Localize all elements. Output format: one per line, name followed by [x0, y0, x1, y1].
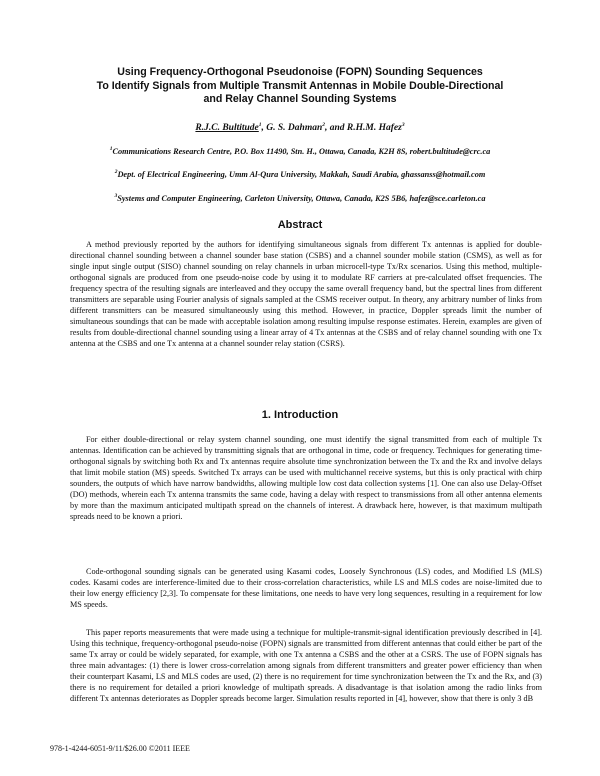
- affiliation-mark: 1: [109, 146, 113, 153]
- author-list: [60, 123, 540, 133]
- affiliation-mark: 3: [114, 193, 118, 200]
- author-affiliation-mark: 1: [258, 121, 262, 128]
- title-line: Using Frequency-Orthogonal Pseudonoise (FOPN) Sounding Sequences: [117, 66, 483, 78]
- title-line: and Relay Channel Sounding Systems: [203, 93, 397, 106]
- affiliation: [50, 194, 550, 203]
- author-name: G. S. Dahman: [266, 123, 323, 133]
- copyright-footer: 978-1-4244-6051-9/11/$26.00 ©2011 IEEE: [50, 744, 190, 753]
- affiliation: [50, 170, 550, 179]
- body-paragraph: Code-orthogonal sounding signals can be generated using Kasami codes, Loosely Synchronous (LS) codes, and Modified LS (MLS) codes. Kasami codes are interference-limited due to their cross-correlation characteristics, while LS and MLS codes are noise-limited due to their low energy efficiency [2,3]. To compensate for these limitations, one needs to have very long sequences, resulting in a requirement for low MS speeds.: [70, 567, 542, 610]
- author-affiliation-mark: 2: [322, 121, 325, 128]
- abstract-heading: Abstract: [277, 219, 323, 231]
- paper-title: [60, 66, 540, 107]
- title-line: To Identify Signals from Multiple Transmit Antennas in Mobile Double-Directional: [96, 79, 504, 92]
- affiliation-text: Systems and Computer Engineering, Carleton University, Ottawa, Canada, K2S 5B6, hafez@sce.carleton.ca: [117, 194, 486, 203]
- author-separator: , and: [325, 123, 347, 133]
- introduction-heading: 1. Introduction: [261, 409, 339, 421]
- body-paragraph: This paper reports measurements that were made using a technique for multiple-transmit-signal identification previously described in [4]. Using this technique, frequency-orthogonal pseudo-noise (FOPN) signals are transmitted from different antennas that could either be part of the same Tx array or could be widely separated, for example, with one Tx antenna a CSBS and the other at a CSRS. The use of FOPN signals has three main advantages: (1) there is lower cross-correlation among signals from different transmitters and greater power efficiency than when their counterpart Kasami, LS and MLS codes are used, (2) there is no requirement for time synchronization between the Tx and the Rx, and (3) there is no requirement for detailed a priori knowledge of multipath spreads. A disadvantage is that isolation among the radio links from different Tx antennas deteriorates as Doppler spreads become larger. Simulation results reported in [4], however, show that there is only 3 dB: [70, 628, 542, 704]
- author-separator: ,: [261, 123, 267, 133]
- author-name: R.H.M. Hafez: [346, 123, 402, 133]
- affiliation-text: Communications Research Centre, P.O. Box 11490, Stn. H., Ottawa, Canada, K2H 8S, robert.bultitude@crc.ca: [112, 147, 491, 156]
- affiliation-mark: 2: [114, 169, 118, 176]
- author-name: R.J.C. Bultitude: [195, 123, 259, 133]
- abstract-paragraph: A method previously reported by the authors for identifying simultaneous signals from different Tx antennas is applied for double-directional channel sounding between a channel sounder base station (CSBS) and a channel sounder mobile station (CSMS), as well as for single input single output (SISO) channel sounding on relay channels in urban microcell-type Tx/Rx scenarios. Using this method, multiple-orthogonal signals are produced from one pseudo-noise code by using it to modulate RF carriers at pre-calculated offset frequencies. The frequency spectra of the resulting signals are interleaved and they occupy the same overall frequency band, but the spectral lines from different transmitters are separable using Fourier analysis of signals sampled at the CSMS receiver output. In theory, any arbitrary number of links from different transmitters can be measured simultaneously using this method. However, in practice, Doppler spreads limit the number of simultaneous soundings that can be made with acceptable isolation among resulting impulse response estimates. Herein, examples are given of results from double-directional channel sounding using a linear array of 4 Tx antennas at the CSBS and of relay channel sounding with one Tx antenna at the CSBS and one Tx antenna at a channel sounder relay station (CSRS).: [70, 240, 542, 349]
- affiliation-text: Dept. of Electrical Engineering, Umm Al-Qura University, Makkah, Saudi Arabia, ghassanss@hotmail.com: [117, 170, 486, 179]
- author-affiliation-mark: 3: [401, 121, 405, 128]
- affiliation: [50, 147, 550, 156]
- body-paragraph: For either double-directional or relay system channel sounding, one must identify the signal transmitted from each of multiple Tx antennas. Identification can be achieved by transmitting signals that are orthogonal in time, code or frequency. Techniques for generating time-orthogonal signals by switching both Rx and Tx antennas require absolute time synchronization between the Tx and the Rx and involve delays that limit mobile station (MS) speeds. Switched Tx arrays can be used with multichannel receive systems, but this is only practical with chirp sounders, the outputs of which have narrow bandwidths, allowing multiple low cost data collection systems [1]. One can also use Delay-Offset (DO) methods, wherein each Tx antenna transmits the same code, having a delay with respect to transmissions from all other antenna elements by more than the maximum anticipated multipath spread on the channels of interest. A drawback here, however, is that maximum multipath spreads need to be known a priori.: [70, 435, 542, 522]
